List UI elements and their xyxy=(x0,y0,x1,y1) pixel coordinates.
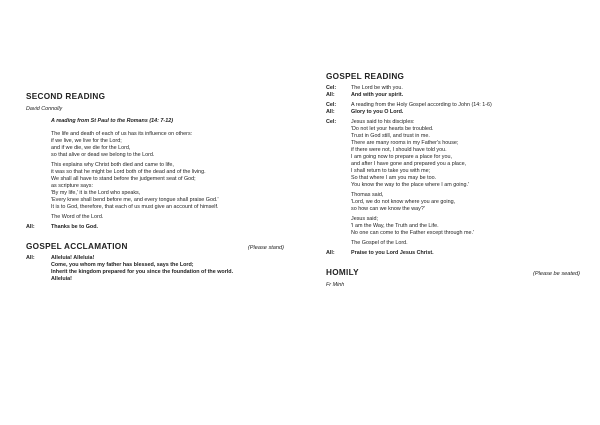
gospel-paragraph-2 xyxy=(326,192,580,213)
acclamation-line: Inherit the kingdom prepared for you since the foundation of the world. xyxy=(51,269,234,275)
second-reading-paragraph-2 xyxy=(26,162,284,211)
dialogue-text: And with your spirit. xyxy=(351,92,404,98)
second-reading-reader: David Connolly xyxy=(26,106,63,112)
empty-label xyxy=(26,118,51,125)
second-reading-intro-line xyxy=(26,118,284,125)
acclamation-line: Come, you whom my father has blessed, says the Lord; xyxy=(51,262,194,268)
left-column xyxy=(26,92,284,286)
second-reading-paragraph-1 xyxy=(26,131,284,159)
gospel-line: There are many rooms in my Father's house; xyxy=(351,140,459,146)
gospel-line: So that where I am you may be too. xyxy=(351,175,437,181)
reading-line: This explains why Christ both died and came to life, xyxy=(51,162,174,168)
dialogue-label: Cel: xyxy=(326,85,337,91)
homily-header xyxy=(326,268,580,278)
dialogue-text: A reading from the Holy Gospel according to John (14: 1-6) xyxy=(351,102,492,108)
dialogue-text: Glory to you O Lord. xyxy=(351,109,404,115)
dialogue-line xyxy=(326,102,580,109)
second-reading-closing-line xyxy=(26,214,284,221)
reading-line: We shall all have to stand before the judgement seat of God; xyxy=(51,176,196,182)
acclamation-label: All: xyxy=(26,255,35,261)
reading-line: 'By my life,' it is the Lord who speaks, xyxy=(51,190,141,196)
reading-line: it was so that he might be Lord both of the dead and of the living. xyxy=(51,169,206,175)
dialogue-line xyxy=(326,85,580,92)
please-be-seated-note: (Please be seated) xyxy=(533,271,580,277)
right-column xyxy=(326,72,580,294)
reading-line: so that alive or dead we belong to the Lord. xyxy=(51,152,155,158)
dialogue-label: All: xyxy=(326,109,335,115)
please-stand-note: (Please stand) xyxy=(247,245,284,251)
acclamation-line: Alleluia! Alleluia! xyxy=(51,255,95,261)
celebrant-label: Cel: xyxy=(326,119,337,125)
gospel-paragraph-1 xyxy=(326,119,580,189)
gospel-line: You know the way to the place where I am going.' xyxy=(351,182,469,188)
gospel-paragraph-3 xyxy=(326,216,580,237)
gospel-response-line xyxy=(326,250,580,257)
reading-line: and if we die, we die for the Lord, xyxy=(51,145,131,151)
gospel-response: Praise to you Lord Jesus Christ. xyxy=(351,250,434,256)
gospel-line: I shall return to take you with me; xyxy=(351,168,431,174)
gospel-line: Thomas said, xyxy=(351,192,384,198)
gospel-line: so how can we know the way?' xyxy=(351,206,425,212)
second-reading-closing: The Word of the Lord. xyxy=(51,214,104,220)
dialogue-line xyxy=(326,109,580,116)
reading-line: if we live, we live for the Lord; xyxy=(51,138,122,144)
gospel-line: No one can come to the Father except through me.' xyxy=(351,230,474,236)
acclamation-line: Alleluia! xyxy=(51,276,72,282)
gospel-reading-heading: GOSPEL READING xyxy=(326,72,405,81)
gospel-line: and after I have gone and prepared you a place, xyxy=(351,161,467,167)
second-reading-heading: SECOND READING xyxy=(26,92,106,101)
homily-heading: HOMILY xyxy=(326,268,359,277)
reading-line: as scripture says: xyxy=(51,183,93,189)
response-label: All: xyxy=(326,250,335,256)
gospel-line: I am going now to prepare a place for you, xyxy=(351,154,452,160)
gospel-paragraph-4 xyxy=(326,240,580,247)
gospel-line: 'I am the Way, the Truth and the Life. xyxy=(351,223,439,229)
gospel-acclamation-text xyxy=(26,255,284,283)
second-reading-response-line xyxy=(26,224,284,231)
gospel-line: Jesus said to his disciples: xyxy=(351,119,415,125)
dialogue-label: Cel: xyxy=(326,102,337,108)
gospel-line: Trust in God still, and trust in me. xyxy=(351,133,430,139)
reading-line: It is to God, therefore, that each of us must give an account of himself. xyxy=(51,204,219,210)
gospel-line: if there were not, I should have told you. xyxy=(351,147,447,153)
homily-speaker: Fr Minh xyxy=(326,282,345,288)
dialogue-line xyxy=(326,92,580,99)
gospel-closing: The Gospel of the Lord. xyxy=(351,240,408,246)
gospel-line: 'Do not let your hearts be troubled. xyxy=(351,126,434,132)
second-reading-intro: A reading from St Paul to the Romans (14: 7-12) xyxy=(51,118,174,124)
gospel-line: 'Lord, we do not know where you are going, xyxy=(351,199,456,205)
second-reading-response: Thanks be to God. xyxy=(51,224,99,230)
reading-line: The life and death of each of us has its influence on others: xyxy=(51,131,193,137)
dialogue-label: All: xyxy=(326,92,335,98)
gospel-acclamation-header xyxy=(26,242,284,252)
right-page xyxy=(300,0,600,425)
gospel-line: Jesus said; xyxy=(351,216,378,222)
dialogue-text: The Lord be with you. xyxy=(351,85,403,91)
response-label: All: xyxy=(26,224,35,230)
reading-line: 'Every knee shall bend before me, and every tongue shall praise God.' xyxy=(51,197,219,203)
gospel-acclamation-heading: GOSPEL ACCLAMATION xyxy=(26,242,128,251)
